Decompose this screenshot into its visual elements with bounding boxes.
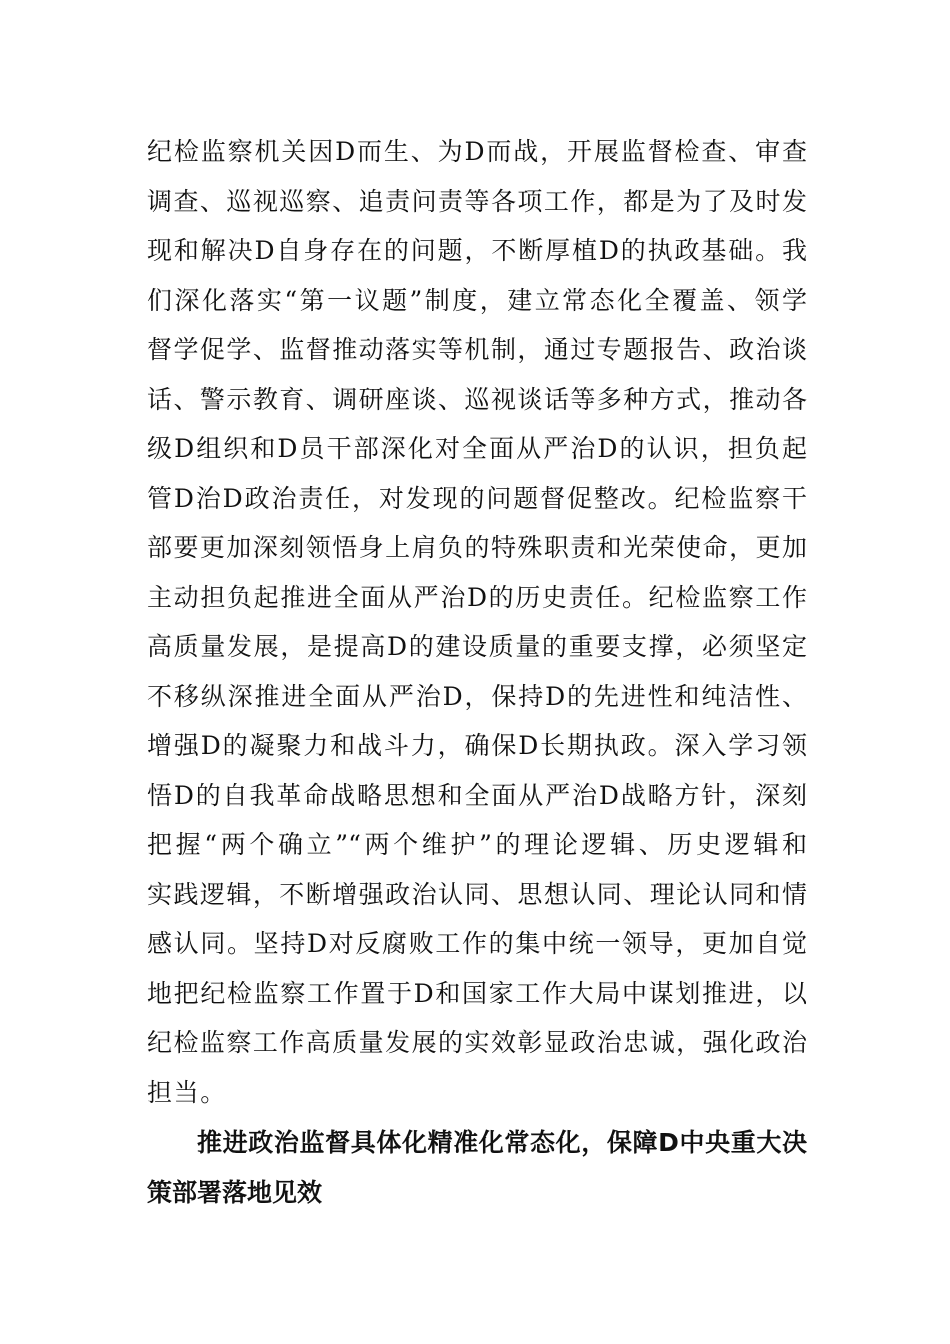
paragraph-line: 实践逻辑，不断增强政治认同、思想认同、理论认同和情	[147, 879, 807, 909]
heading-line-1: 推进政治监督具体化精准化常态化，保障D中央重大决	[197, 1128, 807, 1157]
paragraph-line: 地把纪检监察工作置于D和国家工作大局中谋划推进，以	[147, 978, 807, 1008]
paragraph-line: 主动担负起推进全面从严治D的历史责任。纪检监察工作	[147, 582, 807, 612]
paragraph-line: 感认同。坚持D对反腐败工作的集中统一领导，更加自觉	[147, 929, 807, 958]
paragraph-line: 们深化落实“第一议题”制度，建立常态化全覆盖、领学	[147, 285, 807, 315]
paragraph-line: 增强D的凝聚力和战斗力，确保D长期执政。深入学习领	[147, 731, 807, 760]
paragraph-line: 督学促学、监督推动落实等机制，通过专题报告、政治谈	[147, 335, 807, 364]
section-heading	[147, 1118, 807, 1218]
paragraph-line: 把握“两个确立”“两个维护”的理论逻辑、历史逻辑和	[147, 830, 807, 859]
paragraph-line: 现和解决D自身存在的问题，不断厚植D的执政基础。我	[147, 236, 807, 265]
body-paragraph	[147, 127, 807, 1117]
paragraph-line: 调查、巡视巡察、追责问责等各项工作，都是为了及时发	[147, 186, 807, 216]
paragraph-line: 高质量发展，是提高D的建设质量的重要支撑，必须坚定	[147, 632, 807, 661]
paragraph-line: 不移纵深推进全面从严治D，保持D的先进性和纯洁性、	[147, 681, 807, 711]
paragraph-line: 话、警示教育、调研座谈、巡视谈话等多种方式，推动各	[147, 384, 807, 414]
heading-line-2: 策部署落地见效	[147, 1178, 323, 1207]
paragraph-line: 纪检监察机关因D而生、为D而战，开展监督检查、审查	[147, 137, 807, 166]
paragraph-last-line: 担当。	[147, 1077, 227, 1107]
paragraph-line: 纪检监察工作高质量发展的实效彰显政治忠诚，强化政治	[147, 1028, 807, 1057]
paragraph-line: 级D组织和D员干部深化对全面从严治D的认识，担负起	[147, 434, 807, 463]
paragraph-line: 管D治D政治责任，对发现的问题督促整改。纪检监察干	[147, 483, 807, 513]
paragraph-line: 悟D的自我革命战略思想和全面从严治D战略方针，深刻	[147, 780, 807, 810]
paragraph-line: 部要更加深刻领悟身上肩负的特殊职责和光荣使命，更加	[147, 533, 807, 562]
